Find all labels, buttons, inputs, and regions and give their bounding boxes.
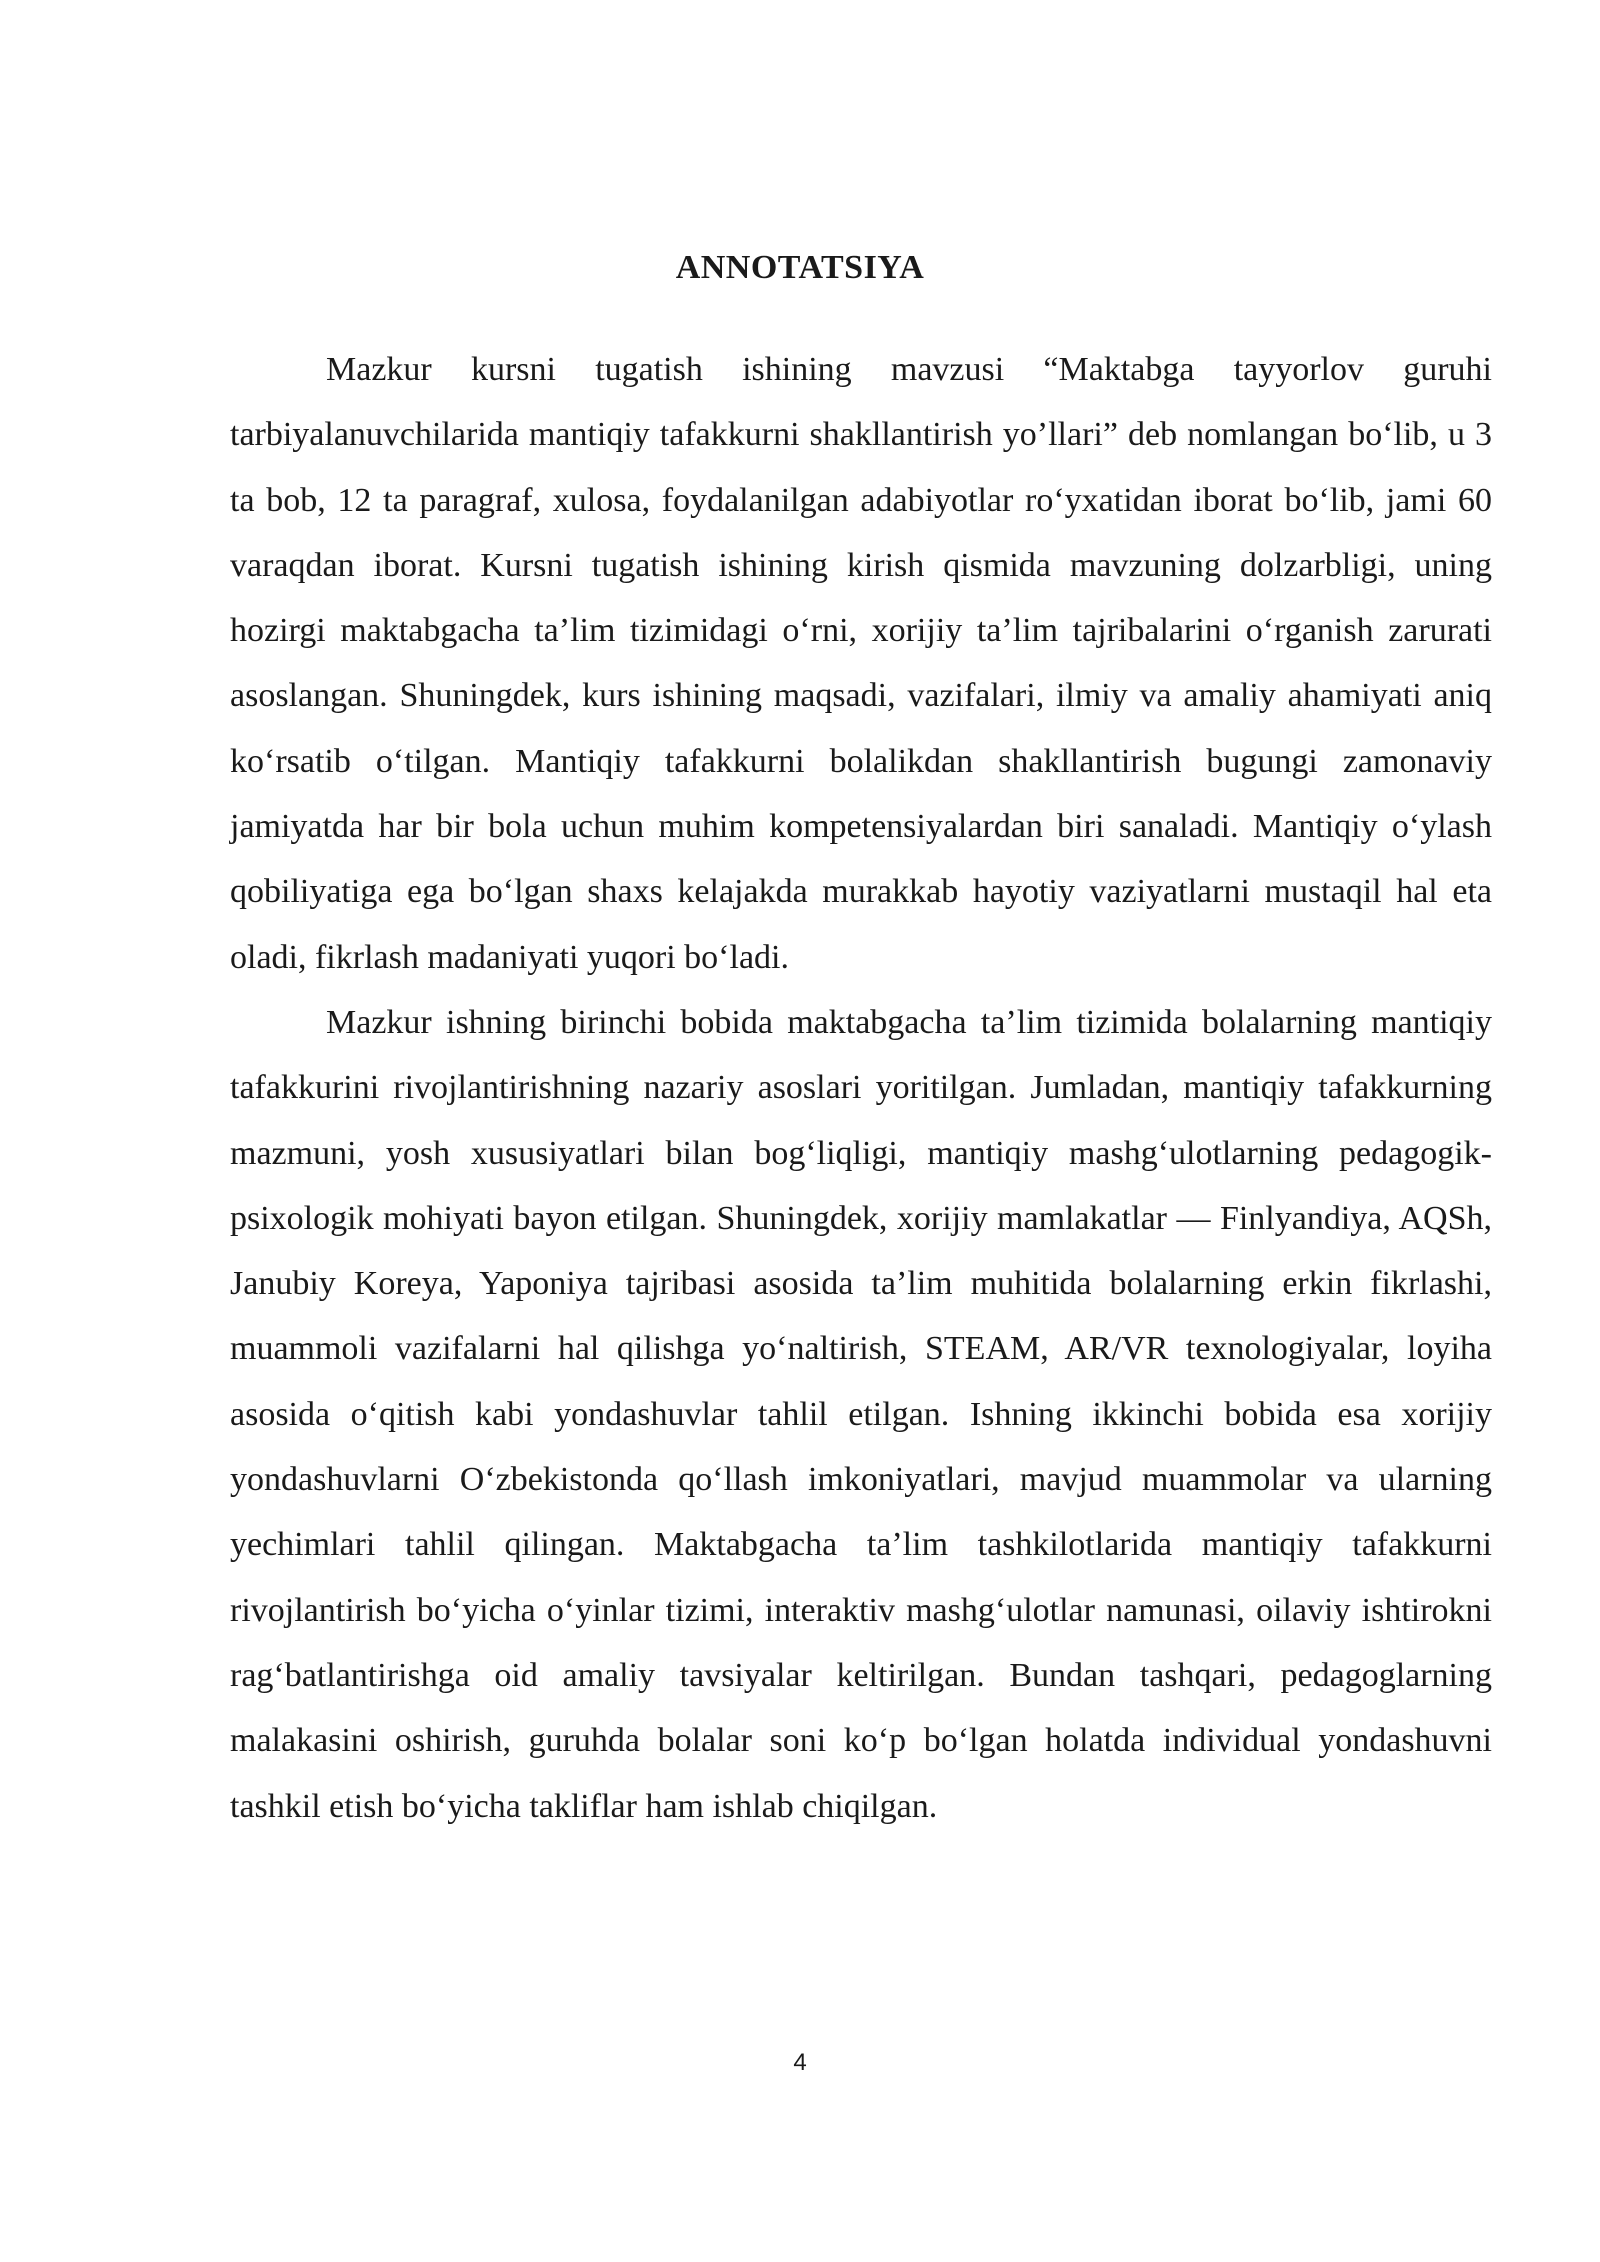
paragraph-2: Mazkur ishning birinchi bobida maktabgacha ta’lim tizimida bolalarning mantiqiy tafakkurini rivojlantirishning nazariy asoslari yoritilgan. Jumladan, mantiqiy tafakkurning mazmuni, yosh xususiyatlari bilan bog‘liqligi, mantiqiy mashg‘ulotlarning pedagogik-psixologik mohiyati bayon etilgan. Shuningdek, xorijiy mamlakatlar — Finlyandiya, AQSh, Janubiy Koreya, Yaponiya tajribasi asosida ta’lim muhitida bolalarning erkin fikrlashi, muammoli vazifalarni hal qilishga yo‘naltirish, STEAM, AR/VR texnologiyalar, loyiha asosida o‘qitish kabi yondashuvlar tahlil etilgan. Ishning ikkinchi bobida esa xorijiy yondashuvlarni O‘zbekistonda qo‘llash imkoniyatlari, mavjud muammolar va ularning yechimlari tahlil qilingan. Maktabgacha ta’lim tashkilotlarida mantiqiy tafakkurni rivojlantirish bo‘yicha o‘yinlar tizimi, interaktiv mashg‘ulotlar namunasi, oilaviy ishtirokni rag‘batlantirishga oid amaliy tavsiyalar keltirilgan. Bundan tashqari, pedagoglarning malakasini oshirish, guruhda bolalar soni ko‘p bo‘lgan holatda individual yondashuvni tashkil etish bo‘yicha takliflar ham ishlab chiqilgan.	[230, 1003, 1492, 1825]
page-title: ANNOTATSIYA	[675, 249, 925, 286]
annotation-body	[230, 337, 1492, 1839]
paragraph-1: Mazkur kursni tugatish ishining mavzusi “Maktabga tayyorlov guruhi tarbiyalanuvchilarida mantiqiy tafakkurni shakllantirish yo’llari” deb nomlangan bo‘lib, u 3 ta bob, 12 ta paragraf, xulosa, foydalanilgan adabiyotlar ro‘yxatidan iborat bo‘lib, jami 60 varaqdan iborat. Kursni tugatish ishining kirish qismida mavzuning dolzarbligi, uning hozirgi maktabgacha ta’lim tizimidagi o‘rni, xorijiy ta’lim tajribalarini o‘rganish zarurati asoslangan. Shuningdek, kurs ishining maqsadi, vazifalari, ilmiy va amaliy ahamiyati aniq ko‘rsatib o‘tilgan. Mantiqiy tafakkurni bolalikdan shakllantirish bugungi zamonaviy jamiyatda har bir bola uchun muhim kompetensiyalardan biri sanaladi. Mantiqiy o‘ylash qobiliyatiga ega bo‘lgan shaxs kelajakda murakkab hayotiy vaziyatlarni mustaqil hal eta oladi, fikrlash madaniyati yuqori bo‘ladi.	[230, 351, 1492, 976]
page-number: 4	[793, 2049, 807, 2076]
